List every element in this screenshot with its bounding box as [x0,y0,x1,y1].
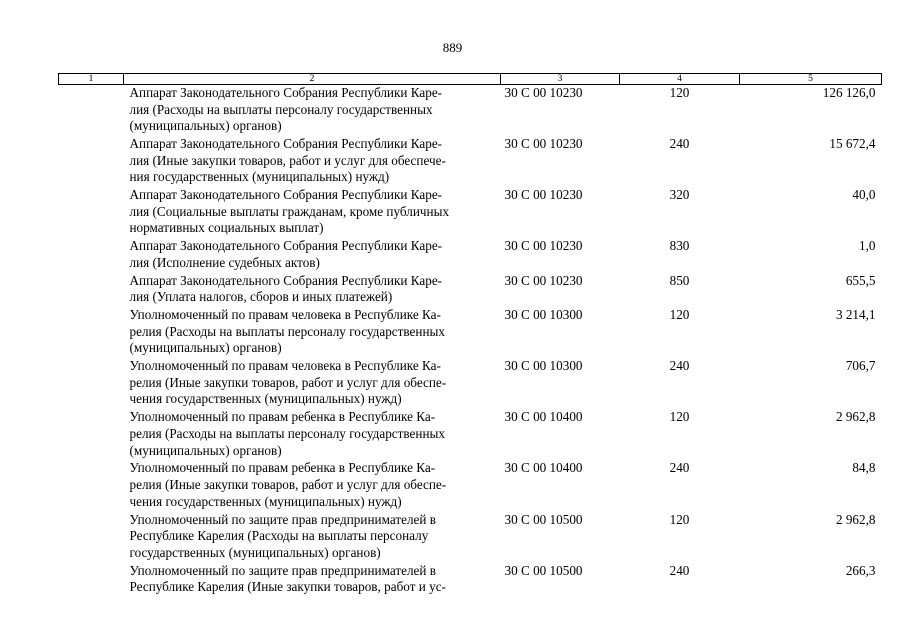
table-row [59,238,882,272]
expense-type-cell: 120 [669,511,690,527]
column-header: 3 [501,74,620,85]
table-row [59,85,882,137]
amount-cell: 15 672,4 [829,136,876,152]
target-code-cell: 30 С 00 10400 [504,460,583,476]
table-row [59,409,882,460]
row-number-cell [59,238,124,272]
expense-name-line: релия (Расходы на выплаты персоналу государственных [129,323,445,339]
target-code-cell: 30 С 00 10230 [504,187,583,203]
expense-name-cell [124,512,501,563]
target-code-cell: 30 С 00 10230 [504,136,583,152]
expense-type-cell: 240 [669,562,690,578]
amount-cell: 1,0 [859,238,876,254]
expense-name-cell [124,136,501,187]
expense-name-cell [124,187,501,238]
row-number-cell [59,187,124,238]
expense-name-cell [124,409,501,460]
expense-name-line: лия (Социальные выплаты гражданам, кроме публичных [129,203,450,219]
expense-name-cell [124,273,501,307]
expense-name-line: Аппарат Законодательного Собрания Республики Каре- [129,136,443,152]
expense-name-cell [124,238,501,272]
expense-name-line: чения государственных (муниципальных) нужд) [129,493,402,509]
column-header: 1 [59,74,124,85]
table-row [59,563,882,597]
expense-name-line: Уполномоченный по правам человека в Республике Ка- [129,307,441,323]
row-number-cell [59,460,124,511]
amount-cell: 266,3 [845,562,876,578]
expense-type-cell: 120 [669,409,690,425]
expense-name-line: релия (Расходы на выплаты персоналу государственных [129,425,445,441]
expense-name-line: государственных (муниципальных) органов) [129,544,381,560]
expense-name-line: Уполномоченный по правам человека в Республике Ка- [129,358,441,374]
expense-type-cell: 240 [669,460,690,476]
table-header-row [59,74,882,85]
target-code-cell: 30 С 00 10300 [504,358,583,374]
target-code-cell: 30 С 00 10230 [504,85,583,100]
table-row [59,273,882,307]
table-row [59,460,882,511]
row-number-cell [59,409,124,460]
amount-cell: 2 962,8 [835,409,876,425]
expense-name-line: Аппарат Законодательного Собрания Республики Каре- [129,85,443,100]
expense-name-cell [124,460,501,511]
row-number-cell [59,85,124,137]
expense-type-cell: 120 [669,85,690,100]
expense-name-line: лия (Иные закупки товаров, работ и услуг для обеспече- [129,152,446,168]
table-row [59,307,882,358]
expense-type-cell: 850 [669,272,690,288]
row-number-cell [59,563,124,597]
amount-cell: 40,0 [852,187,876,203]
amount-cell: 84,8 [852,460,876,476]
expense-name-line: Уполномоченный по защите прав предпринимателей в [129,511,436,527]
expense-name-line: лия (Расходы на выплаты персоналу государственных [129,101,433,117]
column-header: 5 [740,74,882,85]
column-header: 2 [124,74,501,85]
target-code-cell: 30 С 00 10300 [504,307,583,323]
target-code-cell: 30 С 00 10230 [504,272,583,288]
column-header: 4 [620,74,740,85]
row-number-cell [59,273,124,307]
expense-name-line: Аппарат Законодательного Собрания Республики Каре- [129,187,443,203]
expense-name-cell [124,307,501,358]
row-number-cell [59,136,124,187]
amount-cell: 3 214,1 [835,307,876,323]
expense-type-cell: 120 [669,307,690,323]
expense-name-line: лия (Уплата налогов, сборов и иных платежей) [129,289,393,305]
expense-name-line: релия (Иные закупки товаров, работ и услуг для обеспе- [129,374,447,390]
expense-name-line: Уполномоченный по защите прав предпринимателей в [129,562,436,578]
target-code-cell: 30 С 00 10230 [504,238,583,254]
amount-cell: 126 126,0 [822,85,876,100]
table-row [59,512,882,563]
expense-name-line: (муниципальных) органов) [129,118,282,134]
expense-type-cell: 240 [669,136,690,152]
expense-name-line: Республике Карелия (Расходы на выплаты персоналу [129,528,429,544]
row-number-cell [59,307,124,358]
expense-name-cell [124,358,501,409]
target-code-cell: 30 С 00 10500 [504,562,583,578]
expense-name-line: Уполномоченный по правам ребенка в Республике Ка- [129,409,436,425]
expense-name-line: ния государственных (муниципальных) нужд) [129,169,390,185]
expense-name-cell [124,85,501,137]
table-row [59,187,882,238]
expense-type-cell: 240 [669,358,690,374]
expense-name-line: (муниципальных) органов) [129,340,282,356]
target-code-cell: 30 С 00 10400 [504,409,583,425]
table-row [59,358,882,409]
expense-name-line: Аппарат Законодательного Собрания Республики Каре- [129,272,443,288]
expense-name-line: нормативных социальных выплат) [129,220,324,236]
target-code-cell: 30 С 00 10500 [504,511,583,527]
amount-cell: 706,7 [845,358,876,374]
expense-type-cell: 320 [669,187,690,203]
expense-name-line: чения государственных (муниципальных) нужд) [129,391,402,407]
page-number: 889 [442,40,463,55]
amount-cell: 655,5 [845,272,876,288]
expense-name-line: Аппарат Законодательного Собрания Республики Каре- [129,238,443,254]
amount-cell: 2 962,8 [835,511,876,527]
expense-name-line: (муниципальных) органов) [129,442,282,458]
budget-table [58,73,882,597]
expense-name-cell [124,563,501,597]
expense-name-line: релия (Иные закупки товаров, работ и услуг для обеспе- [129,477,447,493]
expense-name-line: лия (Исполнение судебных актов) [129,254,320,270]
expense-name-line: Уполномоченный по правам ребенка в Республике Ка- [129,460,436,476]
expense-type-cell: 830 [669,238,690,254]
table-body [59,85,882,598]
expense-name-line: Республике Карелия (Иные закупки товаров, работ и ус- [129,579,446,595]
row-number-cell [59,358,124,409]
row-number-cell [59,512,124,563]
table-row [59,136,882,187]
